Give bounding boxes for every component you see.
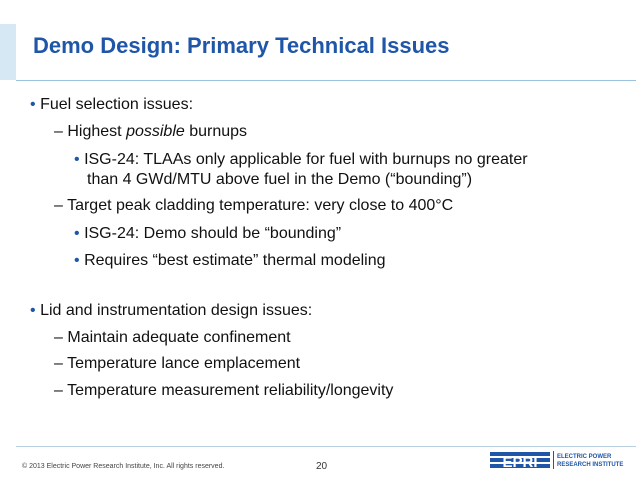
epri-logo-mark <box>490 452 550 471</box>
epri-logo <box>488 446 628 474</box>
bullet-text: than 4 GWd/MTU above fuel in the Demo (“bounding”) <box>87 171 473 188</box>
bullet-fuel-selection <box>30 96 193 114</box>
bullet-text: Temperature lance emplacement <box>67 355 301 372</box>
subsubbullet-continuation <box>87 171 472 189</box>
subbullet-confinement <box>54 329 291 347</box>
bullet-text: Fuel selection issues: <box>40 96 194 113</box>
title-divider <box>16 80 636 81</box>
bullet-dot: • <box>30 96 36 113</box>
bullet-dot: • <box>74 252 80 269</box>
bullet-text: ISG-24: TLAAs only applicable for fuel with burnups no greater <box>84 151 528 168</box>
bullet-text: Requires “best estimate” thermal modeling <box>84 252 386 269</box>
slide-title: Demo Design: Primary Technical Issues <box>33 33 450 58</box>
bullet-text: Lid and instrumentation design issues: <box>40 302 313 319</box>
logo-tagline-line2: RESEARCH INSTITUTE <box>557 462 624 468</box>
bullet-dash: – <box>54 382 63 399</box>
bullet-dash: – <box>54 123 63 140</box>
logo-letters: EPRI <box>502 454 538 471</box>
bullet-dash: – <box>54 197 63 214</box>
subsubbullet-isg24-tlaas <box>74 151 528 169</box>
subbullet-peak-cladding <box>54 197 453 215</box>
bullet-text-post: burnups <box>184 123 248 140</box>
subbullet-measurement-reliability <box>54 382 393 400</box>
bullet-text: ISG-24: Demo should be “bounding” <box>84 225 342 242</box>
bullet-dot: • <box>74 151 80 168</box>
footer-copyright: © 2013 Electric Power Research Institute, Inc. All rights reserved. <box>22 463 225 470</box>
subsubbullet-isg24-bounding <box>74 225 341 243</box>
bullet-dash: – <box>54 329 63 346</box>
bullet-dot: • <box>74 225 80 242</box>
bullet-text: Temperature measurement reliability/longevity <box>67 382 394 399</box>
subsubbullet-thermal-modeling <box>74 252 386 270</box>
bullet-text-emphasis: possible <box>126 123 185 140</box>
title-accent-bar <box>0 24 16 80</box>
page-number: 20 <box>316 461 328 472</box>
subbullet-lance-emplacement <box>54 355 300 373</box>
bullet-dot: • <box>30 302 36 319</box>
logo-tagline-line1: ELECTRIC POWER <box>557 454 612 460</box>
bullet-dash: – <box>54 355 63 372</box>
subbullet-highest-burnups <box>54 123 247 141</box>
bullet-text: Target peak cladding temperature: very close to 400°C <box>67 197 454 214</box>
bullet-text-pre: Highest <box>67 123 127 140</box>
bullet-lid-instrumentation <box>30 302 312 320</box>
bullet-text: Maintain adequate confinement <box>67 329 291 346</box>
